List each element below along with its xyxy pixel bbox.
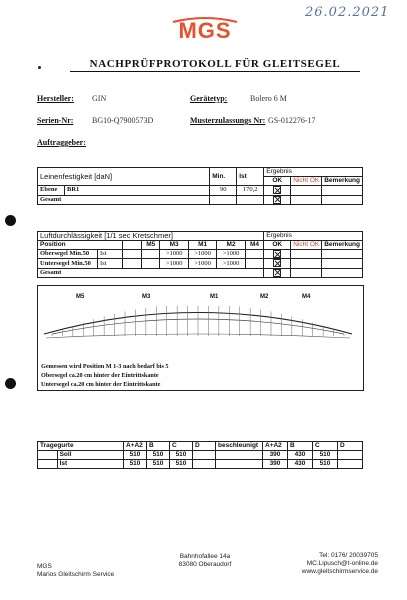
trage-blank bbox=[338, 451, 363, 460]
trage-blank bbox=[193, 460, 216, 469]
trage-ist-value: 510 bbox=[313, 460, 338, 469]
trage-h1: A+A2 bbox=[124, 442, 147, 451]
luft-row-cell bbox=[322, 259, 363, 268]
trage-ist-label: Ist bbox=[57, 460, 123, 469]
leinen-row-min: 90 bbox=[210, 186, 237, 196]
trage-soll-value: 430 bbox=[288, 451, 313, 460]
leinen-gesamt-nicht-ok-cell bbox=[291, 195, 322, 205]
luft-row-value: >1000 bbox=[188, 259, 216, 268]
trage-h2: D bbox=[338, 442, 363, 451]
trage-ist-value: 510 bbox=[147, 460, 170, 469]
footer-company-name: Marios Gleitschirm Service bbox=[37, 571, 115, 578]
trage-ist-value: 510 bbox=[170, 460, 193, 469]
punch-hole bbox=[5, 378, 16, 389]
luft-row-value: >1000 bbox=[160, 259, 188, 268]
luft-gesamt-label: Gesamt bbox=[38, 268, 264, 277]
leinen-min-header: Min. bbox=[210, 168, 237, 186]
luft-row-cell bbox=[123, 250, 142, 259]
luft-row-cell bbox=[291, 250, 322, 259]
glider-wing-diagram bbox=[38, 286, 363, 364]
leinen-table bbox=[37, 167, 363, 205]
handwritten-date: 26.02.2021 bbox=[305, 5, 390, 20]
checkbox-crossed-icon bbox=[273, 196, 281, 204]
footer-left bbox=[37, 563, 114, 579]
luft-header-m5: M5 bbox=[142, 241, 160, 250]
hersteller-label: Hersteller: bbox=[37, 94, 74, 103]
luft-row-cell bbox=[245, 259, 263, 268]
luft-row-ist: Ist bbox=[98, 259, 123, 268]
trage-ist-value: 390 bbox=[263, 460, 288, 469]
note-line: Obersegel ca.20 cm hinter der Eintrittskante bbox=[41, 372, 159, 379]
luft-gesamt-cell bbox=[322, 268, 363, 277]
luft-row-value: >1000 bbox=[217, 259, 245, 268]
trage-soll-value: 510 bbox=[147, 451, 170, 460]
footer-email: MC.Lipusch@t-online.de bbox=[306, 560, 378, 567]
luft-title: Luftdurchlässigkeit [1/1 sec Kretschmer] bbox=[38, 232, 264, 241]
luft-row-ok-cell bbox=[264, 250, 291, 259]
leinen-row-nicht-ok-cell bbox=[291, 186, 322, 196]
footer-website: www.gleitschirmservice.de bbox=[301, 568, 378, 575]
muster-value: GS-012276-17 bbox=[268, 116, 316, 125]
leinen-ok: OK bbox=[264, 177, 291, 186]
luft-row-cell bbox=[291, 259, 322, 268]
luft-nicht-ok: Nicht OK bbox=[291, 241, 322, 250]
punch-hole bbox=[5, 215, 16, 226]
trage-ist-value: 430 bbox=[288, 460, 313, 469]
trage-blank bbox=[338, 460, 363, 469]
luft-header-m1: M1 bbox=[188, 241, 216, 250]
footer-phone: Tel: 0176/ 20039705 bbox=[319, 552, 378, 559]
leinen-ergebnis: Ergebnis bbox=[264, 168, 363, 177]
diagram-label-m2: M2 bbox=[260, 294, 269, 300]
note-line: Gemessen wird Position M 1-3 nach bedarf bis 5 bbox=[41, 363, 169, 370]
trage-h2: C bbox=[313, 442, 338, 451]
checkbox-crossed-icon bbox=[273, 250, 281, 258]
trage-blank bbox=[38, 451, 58, 460]
note-line: Untersegel ca.20 cm hinter der Eintrittskante bbox=[41, 381, 161, 388]
leinen-gesamt-min bbox=[210, 195, 237, 205]
luft-spacer bbox=[123, 241, 142, 250]
auftraggeber-label: Auftraggeber: bbox=[37, 138, 86, 147]
muster-label: Musterzulassungs Nr: bbox=[190, 116, 266, 125]
diagram-label-m4: M4 bbox=[302, 294, 311, 300]
diagram-label-m3: M3 bbox=[142, 294, 151, 300]
luft-ergebnis: Ergebnis bbox=[264, 232, 363, 241]
leinen-bemerkung: Bemerkung bbox=[322, 177, 363, 186]
stray-dot bbox=[38, 66, 41, 69]
luft-row-cell bbox=[123, 259, 142, 268]
mgs-logo bbox=[165, 16, 245, 46]
leinen-row-ist: 170,2 bbox=[237, 186, 264, 196]
luft-row-ist: Ist bbox=[98, 250, 123, 259]
trage-h2: B bbox=[288, 442, 313, 451]
luft-header-m3: M3 bbox=[160, 241, 188, 250]
trage-h2: A+A2 bbox=[263, 442, 288, 451]
luft-row-value: >1000 bbox=[160, 250, 188, 259]
leinen-gesamt-bemerkung-cell bbox=[322, 195, 363, 205]
luft-row-cell bbox=[322, 250, 363, 259]
luft-header-m2: M2 bbox=[217, 241, 245, 250]
luft-gesamt-cell bbox=[291, 268, 322, 277]
luft-row-value: >1000 bbox=[188, 250, 216, 259]
leinen-row-ok-cell bbox=[264, 186, 291, 196]
trage-soll-value: 510 bbox=[313, 451, 338, 460]
leinen-gesamt-ok-cell bbox=[264, 195, 291, 205]
leinen-row-bemerkung-cell bbox=[322, 186, 363, 196]
trage-blank bbox=[216, 451, 263, 460]
footer-contact bbox=[270, 552, 378, 576]
page-title: NACHPRÜFPROTOKOLL FÜR GLEITSEGEL bbox=[70, 58, 360, 72]
trage-blank bbox=[38, 460, 58, 469]
trage-h1: B bbox=[147, 442, 170, 451]
leinen-gesamt-ist bbox=[237, 195, 264, 205]
logo-text: MGS bbox=[178, 18, 232, 43]
checkbox-crossed-icon bbox=[273, 186, 281, 194]
trage-soll-value: 390 bbox=[263, 451, 288, 460]
leinen-ist-header: Ist bbox=[237, 168, 264, 186]
serien-value: BG10-Q7900573D bbox=[92, 116, 154, 125]
trage-h1: D bbox=[193, 442, 216, 451]
luft-header-m4: M4 bbox=[245, 241, 263, 250]
luft-row-label: Untersegel Min.50 bbox=[38, 259, 98, 268]
leinen-nicht-ok: Nicht OK bbox=[291, 177, 322, 186]
measurement-notes bbox=[41, 362, 341, 389]
checkbox-crossed-icon bbox=[273, 259, 281, 267]
trage-soll-value: 510 bbox=[124, 451, 147, 460]
hersteller-value: GIN bbox=[92, 94, 107, 103]
luft-row-value: >1000 bbox=[217, 250, 245, 259]
checkbox-crossed-icon bbox=[273, 269, 281, 277]
tragegurte-table bbox=[37, 441, 363, 469]
luft-row-label: Obersegel Min.50 bbox=[38, 250, 98, 259]
luft-row-cell bbox=[245, 250, 263, 259]
leinen-row-label: Ebene bbox=[38, 186, 65, 196]
footer-address bbox=[160, 553, 250, 569]
diagram-label-m1: M1 bbox=[210, 294, 219, 300]
luft-row-ok-cell bbox=[264, 259, 291, 268]
geraetetyp-label: Gerätetyp: bbox=[190, 94, 228, 103]
luft-position: Position bbox=[38, 241, 123, 250]
trage-soll-label: Soll bbox=[57, 451, 123, 460]
leinen-gesamt-label: Gesamt bbox=[38, 195, 210, 205]
trage-beschleunigt: beschleunigt bbox=[216, 442, 263, 451]
diagram-label-m5: M5 bbox=[76, 294, 85, 300]
glider-diagram-box bbox=[37, 285, 364, 391]
luft-row-cell bbox=[142, 250, 160, 259]
leinen-title: Leinenfestigkeit [daN] bbox=[38, 168, 210, 186]
trage-label: Tragegurte bbox=[38, 442, 124, 451]
luft-row-cell bbox=[142, 259, 160, 268]
luft-gesamt-ok-cell bbox=[264, 268, 291, 277]
footer-street: Bahnhofallee 14a bbox=[179, 553, 231, 560]
luft-bemerkung: Bemerkung bbox=[322, 241, 363, 250]
trage-soll-value: 510 bbox=[170, 451, 193, 460]
leinen-row-sub: BR1 bbox=[65, 186, 210, 196]
footer-city: 83080 Oberaudorf bbox=[178, 561, 232, 568]
trage-blank bbox=[193, 451, 216, 460]
serien-label: Serien-Nr: bbox=[37, 116, 74, 125]
luft-ok: OK bbox=[264, 241, 291, 250]
luft-table bbox=[37, 231, 363, 278]
footer-company-short: MGS bbox=[37, 563, 52, 570]
trage-blank bbox=[216, 460, 263, 469]
trage-ist-value: 510 bbox=[124, 460, 147, 469]
geraetetyp-value: Bolero 6 M bbox=[250, 94, 287, 103]
trage-h1: C bbox=[170, 442, 193, 451]
